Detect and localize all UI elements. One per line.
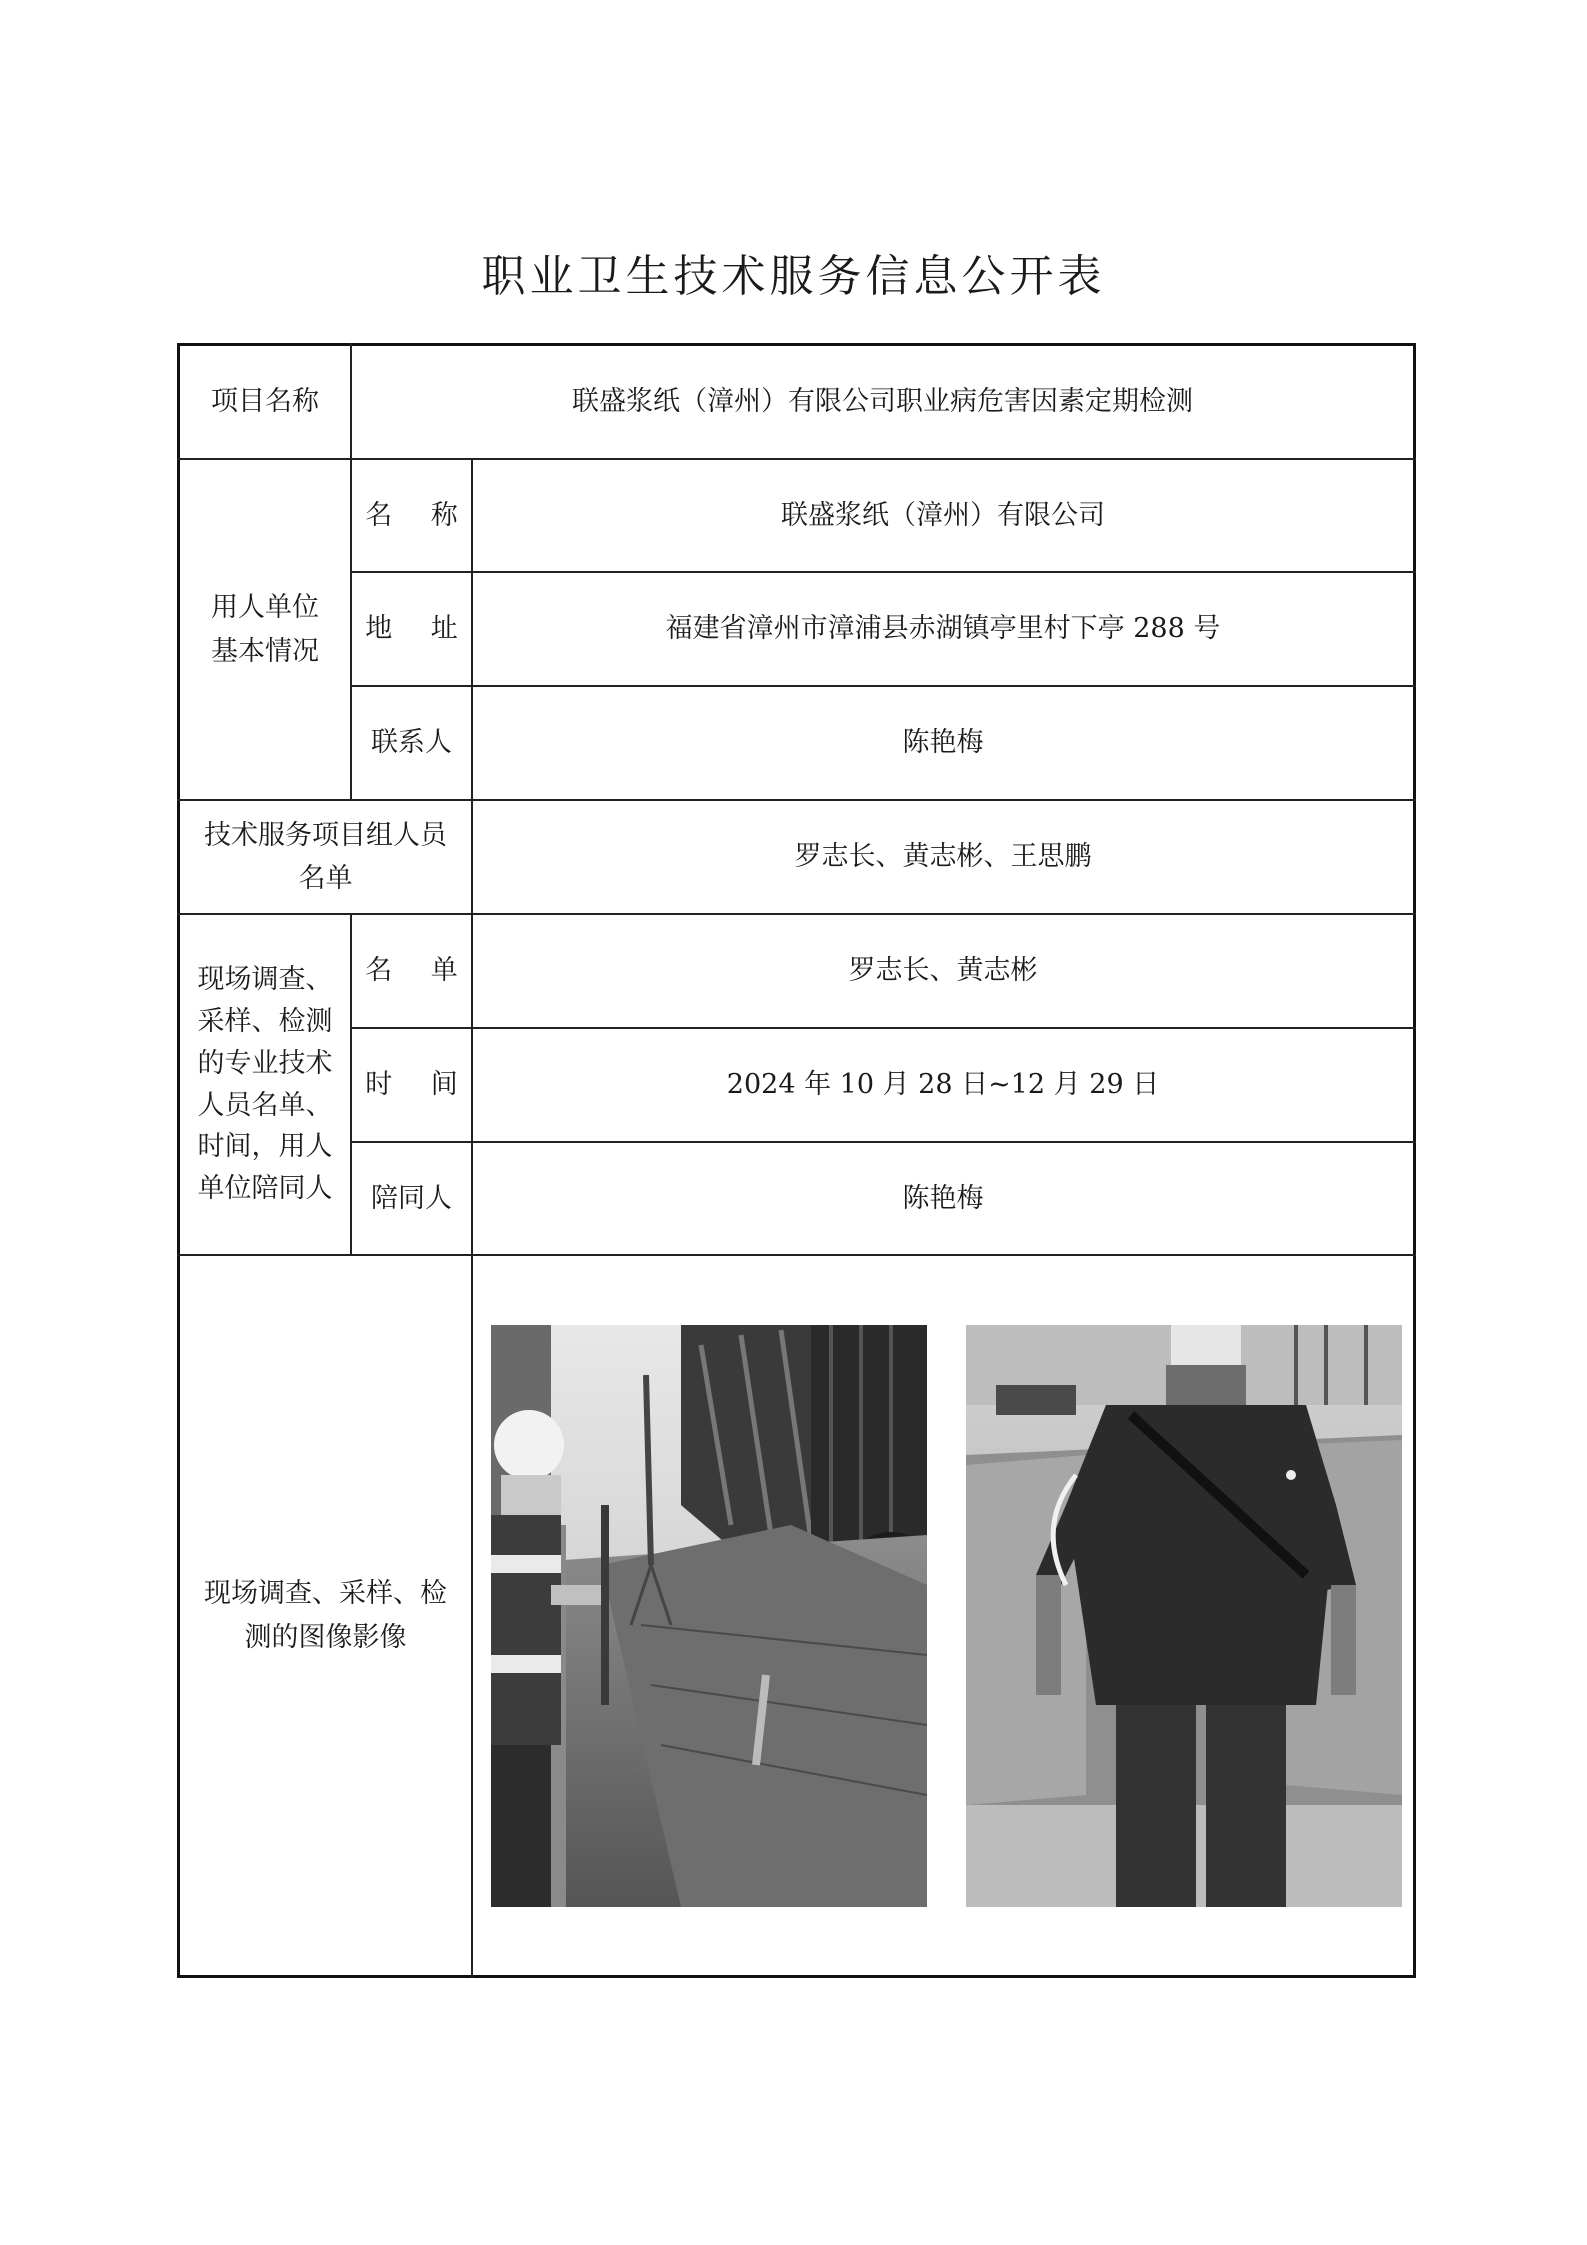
field-time-value: 2024 年 10 月 28 日~12 月 29 日 xyxy=(726,1069,1160,1101)
images-label: 现场调查、采样、检 测的图像影像 xyxy=(204,1578,447,1653)
field-names-label: 名 单 xyxy=(365,955,458,987)
team-label: 技术服务项目组人员 名单 xyxy=(204,819,447,894)
employer-group-label: 用人单位 基本情况 xyxy=(211,592,319,667)
site-photo-worker xyxy=(966,1325,1402,1907)
employer-address-label: 地 址 xyxy=(365,613,458,645)
employer-address-value: 福建省漳州市漳浦县赤湖镇亭里村下亭 288 号 xyxy=(665,613,1221,645)
project-name-value: 联盛浆纸（漳州）有限公司职业病危害因素定期检测 xyxy=(572,386,1193,418)
employer-name-label: 名 称 xyxy=(365,499,458,531)
employer-name-value: 联盛浆纸（漳州）有限公司 xyxy=(781,499,1105,531)
field-group-label: 现场调查、 采样、检测 的专业技术 人员名单、 时间，用人 单位陪同人 xyxy=(197,963,333,1205)
site-photo-worker-image xyxy=(966,1325,1402,1907)
field-time-label: 时 间 xyxy=(365,1069,458,1101)
employer-contact-value: 陈艳梅 xyxy=(902,727,984,759)
employer-contact-label: 联系人 xyxy=(371,727,452,759)
project-name-label: 项目名称 xyxy=(211,386,319,418)
site-photo-sampling-image xyxy=(491,1325,927,1907)
field-names-value: 罗志长、黄志彬 xyxy=(848,955,1038,987)
team-value: 罗志长、黄志彬、王思鹏 xyxy=(794,841,1092,873)
site-photo-sampling xyxy=(491,1325,927,1907)
field-escort-label: 陪同人 xyxy=(371,1182,452,1214)
field-escort-value: 陈艳梅 xyxy=(902,1182,984,1214)
page-title: 职业卫生技术服务信息公开表 xyxy=(481,251,1106,302)
